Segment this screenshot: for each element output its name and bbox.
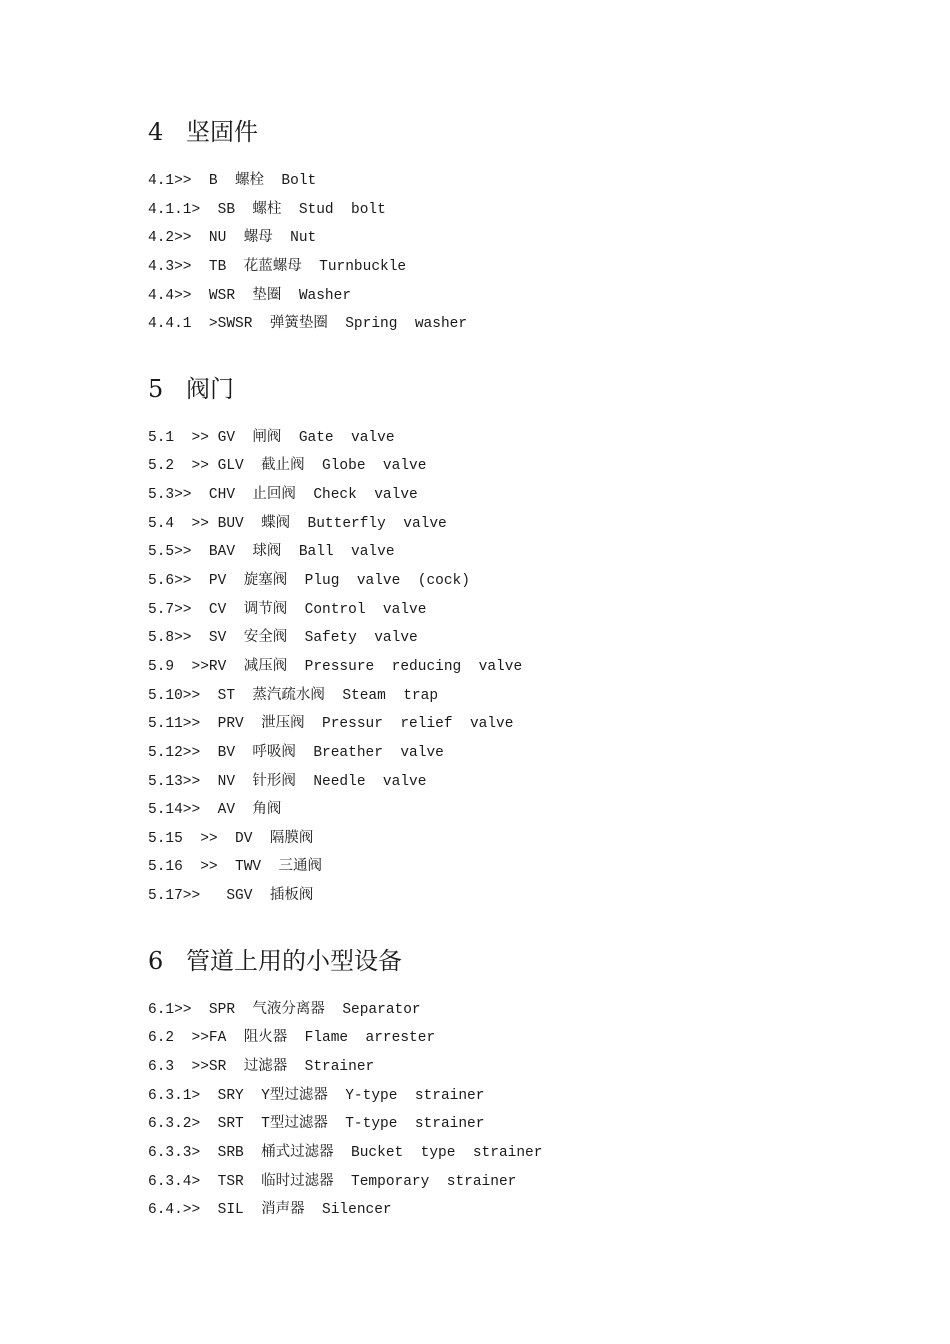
section-heading [148,112,908,152]
list-item: 6.3.3> SRB 桶式过滤器 Bucket type strainer [148,1144,543,1161]
list-item: 5.7>> CV 调节阀 Control valve [148,601,427,618]
list-item: 5.13>> NV 针形阀 Needle valve [148,773,427,790]
list-item: 6.4.>> SIL 消声器 Silencer [148,1202,392,1219]
list-item: 4.2>> NU 螺母 Nut [148,230,317,247]
list-item: 6.3 >>SR 过滤器 Strainer [148,1059,375,1076]
list-item: 5.17>> SGV 插板阀 [148,888,314,905]
list-item: 4.1.1> SB 螺柱 Stud bolt [148,201,386,218]
list-item: 5.3>> CHV 止回阀 Check valve [148,487,418,504]
list-item: 4.4>> WSR 垫圈 Washer [148,287,352,304]
list-item: 6.2 >>FA 阻火器 Flame arrester [148,1030,436,1047]
section-number: 5 [148,374,164,403]
list-item: 5.9 >>RV 减压阀 Pressure reducing valve [148,658,523,675]
list-item: 5.8>> SV 安全阀 Safety valve [148,630,418,647]
list-item: 5.10>> ST 蒸汽疏水阀 Steam trap [148,687,439,704]
list-item: 5.2 >> GLV 截止阀 Globe valve [148,458,427,475]
list-item: 6.3.2> SRT T型过滤器 T-type strainer [148,1116,485,1133]
section-5 [148,369,908,911]
list-item: 6.3.4> TSR 临时过滤器 Temporary strainer [148,1173,517,1190]
list-item: 5.1 >> GV 闸阀 Gate valve [148,429,395,446]
document-body [148,112,908,1255]
list-item: 5.11>> PRV 泄压阀 Pressur relief valve [148,716,514,733]
item-list [148,424,908,911]
section-heading [148,941,908,981]
item-list [148,996,908,1225]
section-title: 管道上用的小型设备 [186,946,402,975]
list-item: 5.16 >> TWV 三通阀 [148,859,323,876]
section-heading [148,369,908,409]
item-list [148,167,908,339]
section-title: 阀门 [186,374,234,403]
section-number: 4 [148,118,164,146]
section-number: 6 [148,946,164,975]
section-4 [148,112,908,339]
list-item: 6.3.1> SRY Y型过滤器 Y-type strainer [148,1087,485,1104]
list-item: 5.5>> BAV 球阀 Ball valve [148,544,395,561]
list-item: 6.1>> SPR 气液分离器 Separator [148,1001,421,1018]
list-item: 5.15 >> DV 隔膜阀 [148,830,314,847]
section-6 [148,941,908,1225]
list-item: 5.4 >> BUV 蝶阀 Butterfly valve [148,515,447,532]
section-title: 坚固件 [186,118,258,146]
list-item: 5.12>> BV 呼吸阀 Breather valve [148,744,444,761]
list-item: 4.3>> TB 花蓝螺母 Turnbuckle [148,258,407,275]
list-item: 4.1>> B 螺栓 Bolt [148,173,317,189]
list-item: 4.4.1 >SWSR 弹簧垫圈 Spring washer [148,316,468,333]
list-item: 5.6>> PV 旋塞阀 Plug valve (cock) [148,573,470,590]
list-item: 5.14>> AV 角阀 [148,802,282,819]
